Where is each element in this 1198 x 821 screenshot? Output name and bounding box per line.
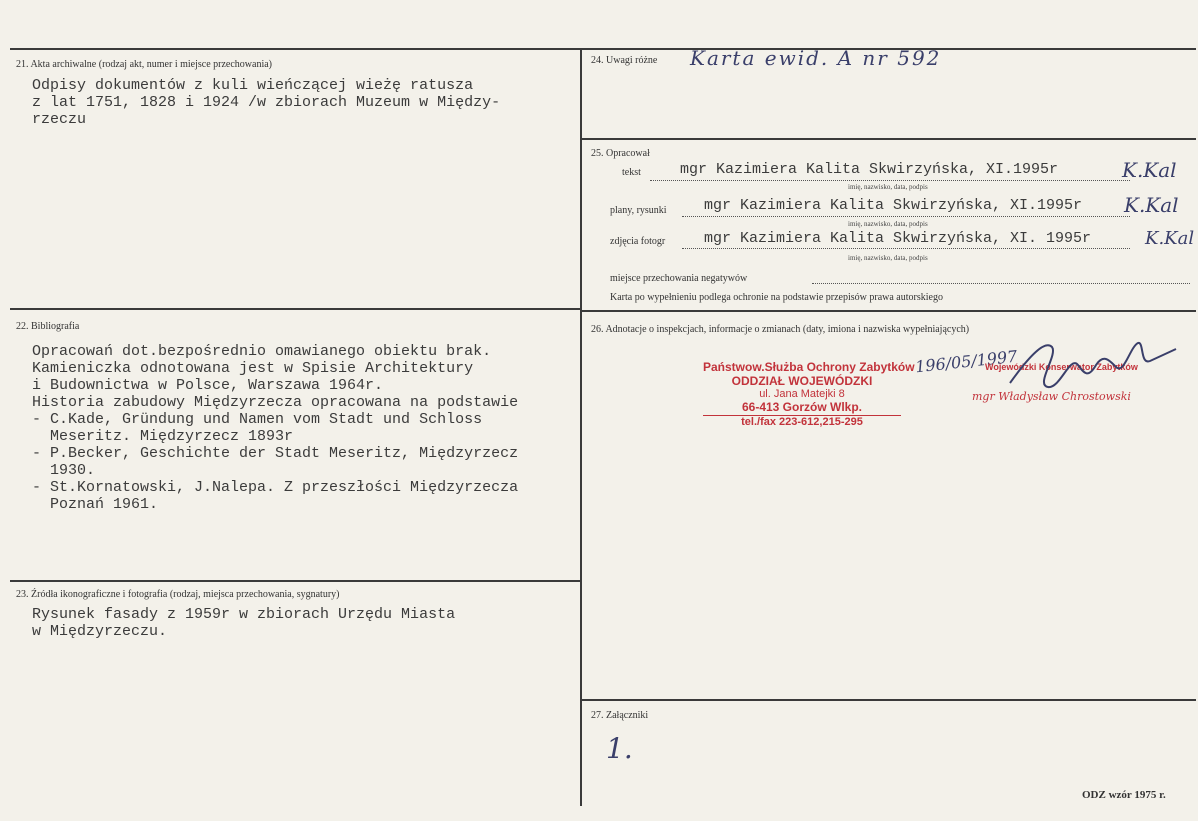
row-photos-value: mgr Kazimiera Kalita Skwirzyńska, XI. 1995r: [704, 230, 1092, 247]
top-border: [10, 48, 1196, 50]
conservator-stamp-title: Wojewódzki Konserwator Zabytków: [985, 362, 1138, 372]
inspector-signature-icon: [1000, 335, 1180, 395]
stamp-line-5: tel./fax 223-612,215-295: [703, 415, 901, 428]
section-24-label: 24. Uwagi różne: [591, 55, 658, 66]
row-text-value: mgr Kazimiera Kalita Skwirzyńska, XI.1995r: [680, 161, 1059, 178]
row-photos-dotline: [682, 248, 1130, 249]
negatives-location-dotline: [812, 283, 1190, 284]
divider-22-23: [10, 580, 580, 582]
row-photos-caption: imię, nazwisko, data, podpis: [848, 254, 928, 262]
negatives-location-label: miejsce przechowania negatywów: [610, 273, 748, 284]
stamp-line-2: ODDZIAŁ WOJEWÓDZKI: [731, 374, 873, 388]
row-drawings-dotline: [682, 216, 1130, 217]
section-23-label: 23. Źródła ikonograficzne i fotografia (rodzaj, miejsca przechowania, sygnatury): [16, 589, 340, 600]
row-text-caption: imię, nazwisko, data, podpis: [848, 183, 928, 191]
conservator-stamp-name: mgr Władysław Chrostowski: [972, 390, 1131, 403]
row-text-dotline: [650, 180, 1130, 181]
stamp-line-3: ul. Jana Matejki 8: [759, 388, 845, 400]
section-25-label: 25. Opracował: [591, 148, 650, 159]
section-22-text: Opracowań dot.bezpośrednio omawianego obiektu brak. Kamieniczka odnotowana jest w Spisie Architektury i Budownictwa w Polsce, Warszawa 1964r. Historia zabudowy Międzyrzecza opracowana na podstawie - C.Kade, Gründung und Namen vom Stadt und Schloss Meseritz. Międzyrzecz 1893r - P.Becker, Geschichte der Stadt Meseritz, Międzyrzecz 1930. - St.Kornatowski, J.Nalepa. Z przeszłości Międzyrzecza Poznań 1961.: [32, 343, 519, 513]
section-26-label: 26. Adnotacje o inspekcjach, informacje o zmianach (daty, imiona i nazwiska wypełniających): [591, 324, 970, 335]
row-text-signature: K.Kal: [1122, 158, 1177, 182]
divider-24-25: [582, 138, 1196, 140]
section-23-text: Rysunek fasady z 1959r w zbiorach Urzędu Miasta w Międzyrzeczu.: [32, 606, 456, 640]
institution-stamp: [703, 360, 915, 428]
section-21-label: 21. Akta archiwalne (rodzaj akt, numer i miejsce przechowania): [16, 59, 273, 70]
stamp-line-4: 66-413 Gorzów Wlkp.: [741, 400, 863, 414]
divider-21-22: [10, 308, 580, 310]
divider-25-26: [582, 310, 1196, 312]
row-drawings-value: mgr Kazimiera Kalita Skwirzyńska, XI.1995r: [704, 197, 1083, 214]
row-drawings-signature: K.Kal: [1124, 193, 1179, 217]
row-drawings-caption: imię, nazwisko, data, podpis: [848, 220, 928, 228]
row-photos-label: zdjęcia fotogr: [610, 236, 666, 247]
section-22-label: 22. Bibliografia: [16, 321, 80, 332]
section-24-handwritten-note: Karta ewid. A nr 592: [690, 46, 942, 70]
row-drawings-label: plany, rysunki: [610, 205, 667, 216]
section-21-text: Odpisy dokumentów z kuli wieńczącej wieżę ratusza z lat 1751, 1828 i 1924 /w zbiorach Muzeum w Między- rzeczu: [32, 77, 501, 128]
row-text-label: tekst: [622, 167, 641, 178]
form-code: ODZ wzór 1975 r.: [1082, 789, 1166, 801]
divider-26-27: [582, 699, 1196, 701]
attachments-handwritten: 1.: [606, 732, 633, 765]
section-27-label: 27. Załączniki: [591, 710, 649, 721]
center-divider: [580, 48, 582, 806]
stamp-line-1: Państwow.Służba Ochrony Zabytków: [703, 360, 915, 374]
copyright-note: Karta po wypełnieniu podlega ochronie na podstawie przepisów prawa autorskiego: [610, 292, 943, 303]
row-photos-signature: K.Kal: [1145, 228, 1195, 249]
inspection-date: 196/05/1997: [914, 346, 1019, 377]
